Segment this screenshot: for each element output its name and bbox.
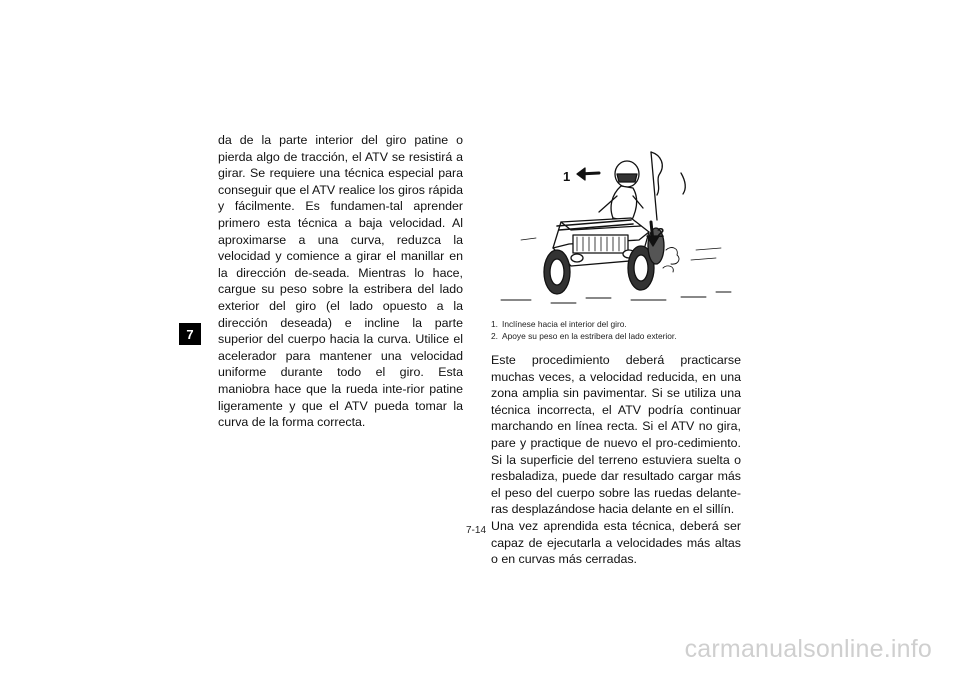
caption-text: Apoye su peso en la estribera del lado exterior. xyxy=(502,331,677,341)
figure-label-1: 1 xyxy=(563,169,571,184)
chapter-tab: 7 xyxy=(179,323,201,345)
caption-item xyxy=(491,330,741,342)
caption-number: 1. xyxy=(491,319,498,329)
right-column-paragraph: Este procedimiento deberá practicarse muchas veces, a velocidad reducida, en una zona amplia sin pavimentar. Si se utiliza una técnica incorrecta, el ATV podría continuar marchando en línea recta. Si el ATV no gira, pare y practique de nuevo el pro-cedimiento. Si la superficie del terreno estuviera suelta o resbaladiza, puede dar resultado cargar más el peso del cuerpo sobre las ruedas delante-ras desplazándose hacia delante en el sillín. xyxy=(491,353,741,517)
figure-label-2: 2 xyxy=(657,225,665,240)
page-number: 7-14 xyxy=(466,525,487,536)
caption-text: Inclínese hacia el interior del giro. xyxy=(502,319,627,329)
right-column-paragraph: Una vez aprendida esta técnica, deberá ser capaz de ejecutarla a velocidades más altas o en curvas más cerradas. xyxy=(491,518,741,567)
right-column xyxy=(491,352,741,568)
left-column-paragraph: da de la parte interior del giro patine o pierda algo de tracción, el ATV se resistirá a girar. Se requiere una técnica especial para conseguir que el ATV realice los giros rápida y fácilmente. Es fundamen-tal aprender primero esta técnica a baja velocidad. Al aproximarse a una curva, reduzca la velocidad y comience a girar el manillar en la dirección de-seada. Mientras lo hace, cargue su peso sobre la estribera del lado exterior del giro (el lado opuesto a la dirección deseada) e incline la parte superior del cuerpo hacia la curva. Utilice el acelerador para mantener una velocidad uniforme durante todo el giro. Esta maniobra hace que la rueda inte-rior patine ligeramente y que el ATV pueda tomar la curva de la forma correcta. xyxy=(218,133,463,430)
atv-figure xyxy=(491,140,741,310)
caption-item xyxy=(491,318,741,330)
atv-rider-illustration xyxy=(491,140,741,310)
watermark: carmanualsonline.info xyxy=(684,635,932,663)
left-column xyxy=(218,132,463,431)
figure-captions xyxy=(491,318,741,342)
caption-number: 2. xyxy=(491,331,498,341)
